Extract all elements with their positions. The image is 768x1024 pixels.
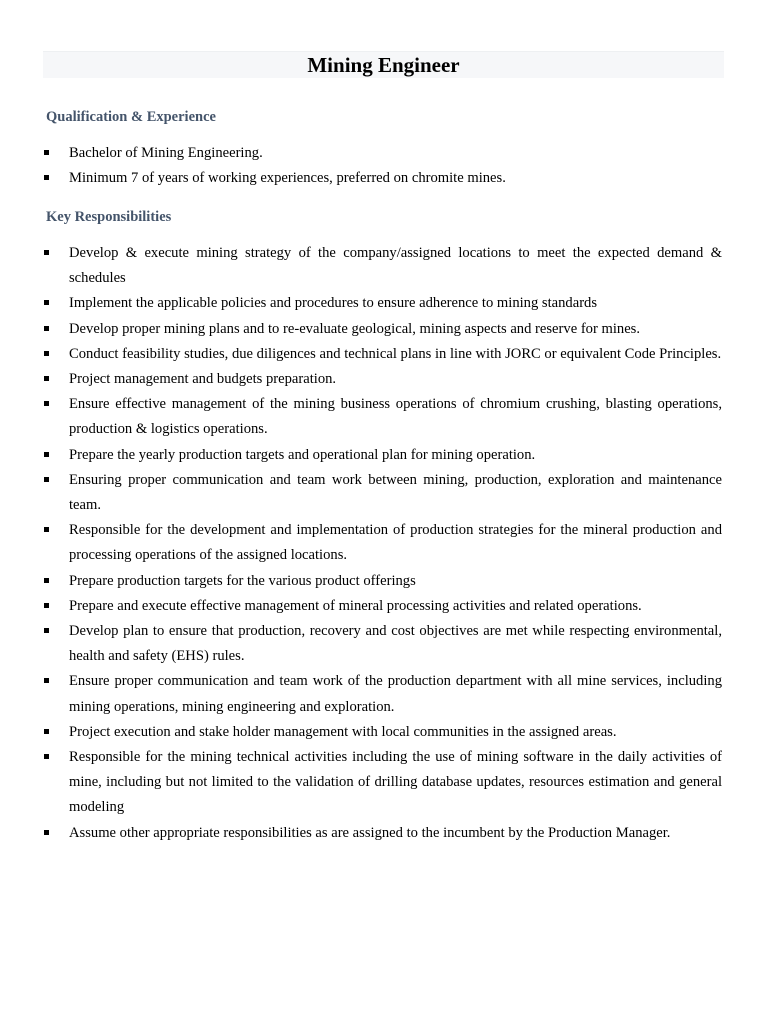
square-bullet-icon	[44, 830, 49, 835]
list-item-text: Project management and budgets preparation.	[69, 371, 337, 388]
list-item	[44, 443, 722, 468]
square-bullet-icon	[44, 401, 49, 406]
list-item-text: Bachelor of Mining Engineering.	[69, 145, 263, 161]
qualification-heading: Qualification & Experience	[46, 109, 216, 125]
list-item-text: Assume other appropriate responsibilities as are assigned to the incumbent by the Production Manager.	[69, 824, 671, 841]
list-item-text: Prepare production targets for the various product offerings	[69, 572, 416, 589]
square-bullet-icon	[44, 452, 49, 457]
square-bullet-icon	[44, 300, 49, 305]
qualification-list	[44, 141, 722, 191]
square-bullet-icon	[44, 527, 49, 532]
list-item-text: Project execution and stake holder management with local communities in the assigned areas.	[69, 723, 617, 740]
square-bullet-icon	[44, 678, 49, 683]
list-item	[44, 518, 722, 568]
square-bullet-icon	[44, 150, 49, 155]
list-item	[44, 317, 722, 342]
list-item-text: Develop & execute mining strategy of the company/assigned locations to meet the expected demand & schedules	[69, 245, 722, 287]
list-item	[44, 166, 722, 191]
list-item-text: Develop proper mining plans and to re-evaluate geological, mining aspects and reserve for mines.	[69, 320, 640, 337]
list-item-text: Implement the applicable policies and procedures to ensure adherence to mining standards	[69, 295, 598, 312]
page-title: Mining Engineer	[307, 53, 460, 77]
square-bullet-icon	[44, 376, 49, 381]
square-bullet-icon	[44, 250, 49, 255]
square-bullet-icon	[44, 729, 49, 734]
title-bar	[43, 51, 724, 78]
list-item	[44, 241, 722, 291]
list-item-text: Ensuring proper communication and team work between mining, production, exploration and maintenance team.	[69, 471, 722, 514]
list-item	[44, 619, 722, 669]
list-item-text: Ensure effective management of the mining business operations of chromium crushing, blasting operations, production & logistics operations.	[69, 396, 722, 438]
list-item	[44, 569, 722, 594]
list-item-text: Conduct feasibility studies, due diligences and technical plans in line with JORC or equivalent Code Principles.	[69, 345, 722, 362]
square-bullet-icon	[44, 578, 49, 583]
square-bullet-icon	[44, 175, 49, 180]
square-bullet-icon	[44, 477, 49, 482]
square-bullet-icon	[44, 628, 49, 633]
responsibilities-list	[44, 241, 722, 846]
list-item	[44, 468, 722, 518]
square-bullet-icon	[44, 326, 49, 331]
list-item	[44, 342, 722, 367]
list-item	[44, 594, 722, 619]
list-item-text: Prepare and execute effective management of mineral processing activities and related operations.	[69, 597, 642, 614]
square-bullet-icon	[44, 603, 49, 608]
list-item	[44, 291, 722, 316]
list-item	[44, 669, 722, 719]
list-item	[44, 821, 722, 846]
list-item-text: Responsible for the mining technical activities including the use of mining software in the daily activities of mine, including but not limited to the validation of drilling database updates, resources estimation and general modeling	[69, 749, 722, 816]
list-item-text: Responsible for the development and implementation of production strategies for the mineral production and processing operations of the assigned locations.	[69, 522, 722, 564]
list-item-text: Develop plan to ensure that production, recovery and cost objectives are met while respecting environmental, health and safety (EHS) rules.	[69, 623, 722, 665]
list-item-text: Ensure proper communication and team work of the production department with all mine services, including mining operations, mining engineering and exploration.	[69, 673, 722, 715]
list-item	[44, 141, 722, 166]
square-bullet-icon	[44, 754, 49, 759]
responsibilities-heading: Key Responsibilities	[46, 209, 172, 225]
list-item	[44, 367, 722, 392]
list-item-text: Prepare the yearly production targets and operational plan for mining operation.	[69, 446, 536, 463]
list-item	[44, 392, 722, 442]
list-item	[44, 720, 722, 745]
list-item-text: Minimum 7 of years of working experiences, preferred on chromite mines.	[69, 170, 506, 187]
list-item	[44, 745, 722, 821]
square-bullet-icon	[44, 351, 49, 356]
